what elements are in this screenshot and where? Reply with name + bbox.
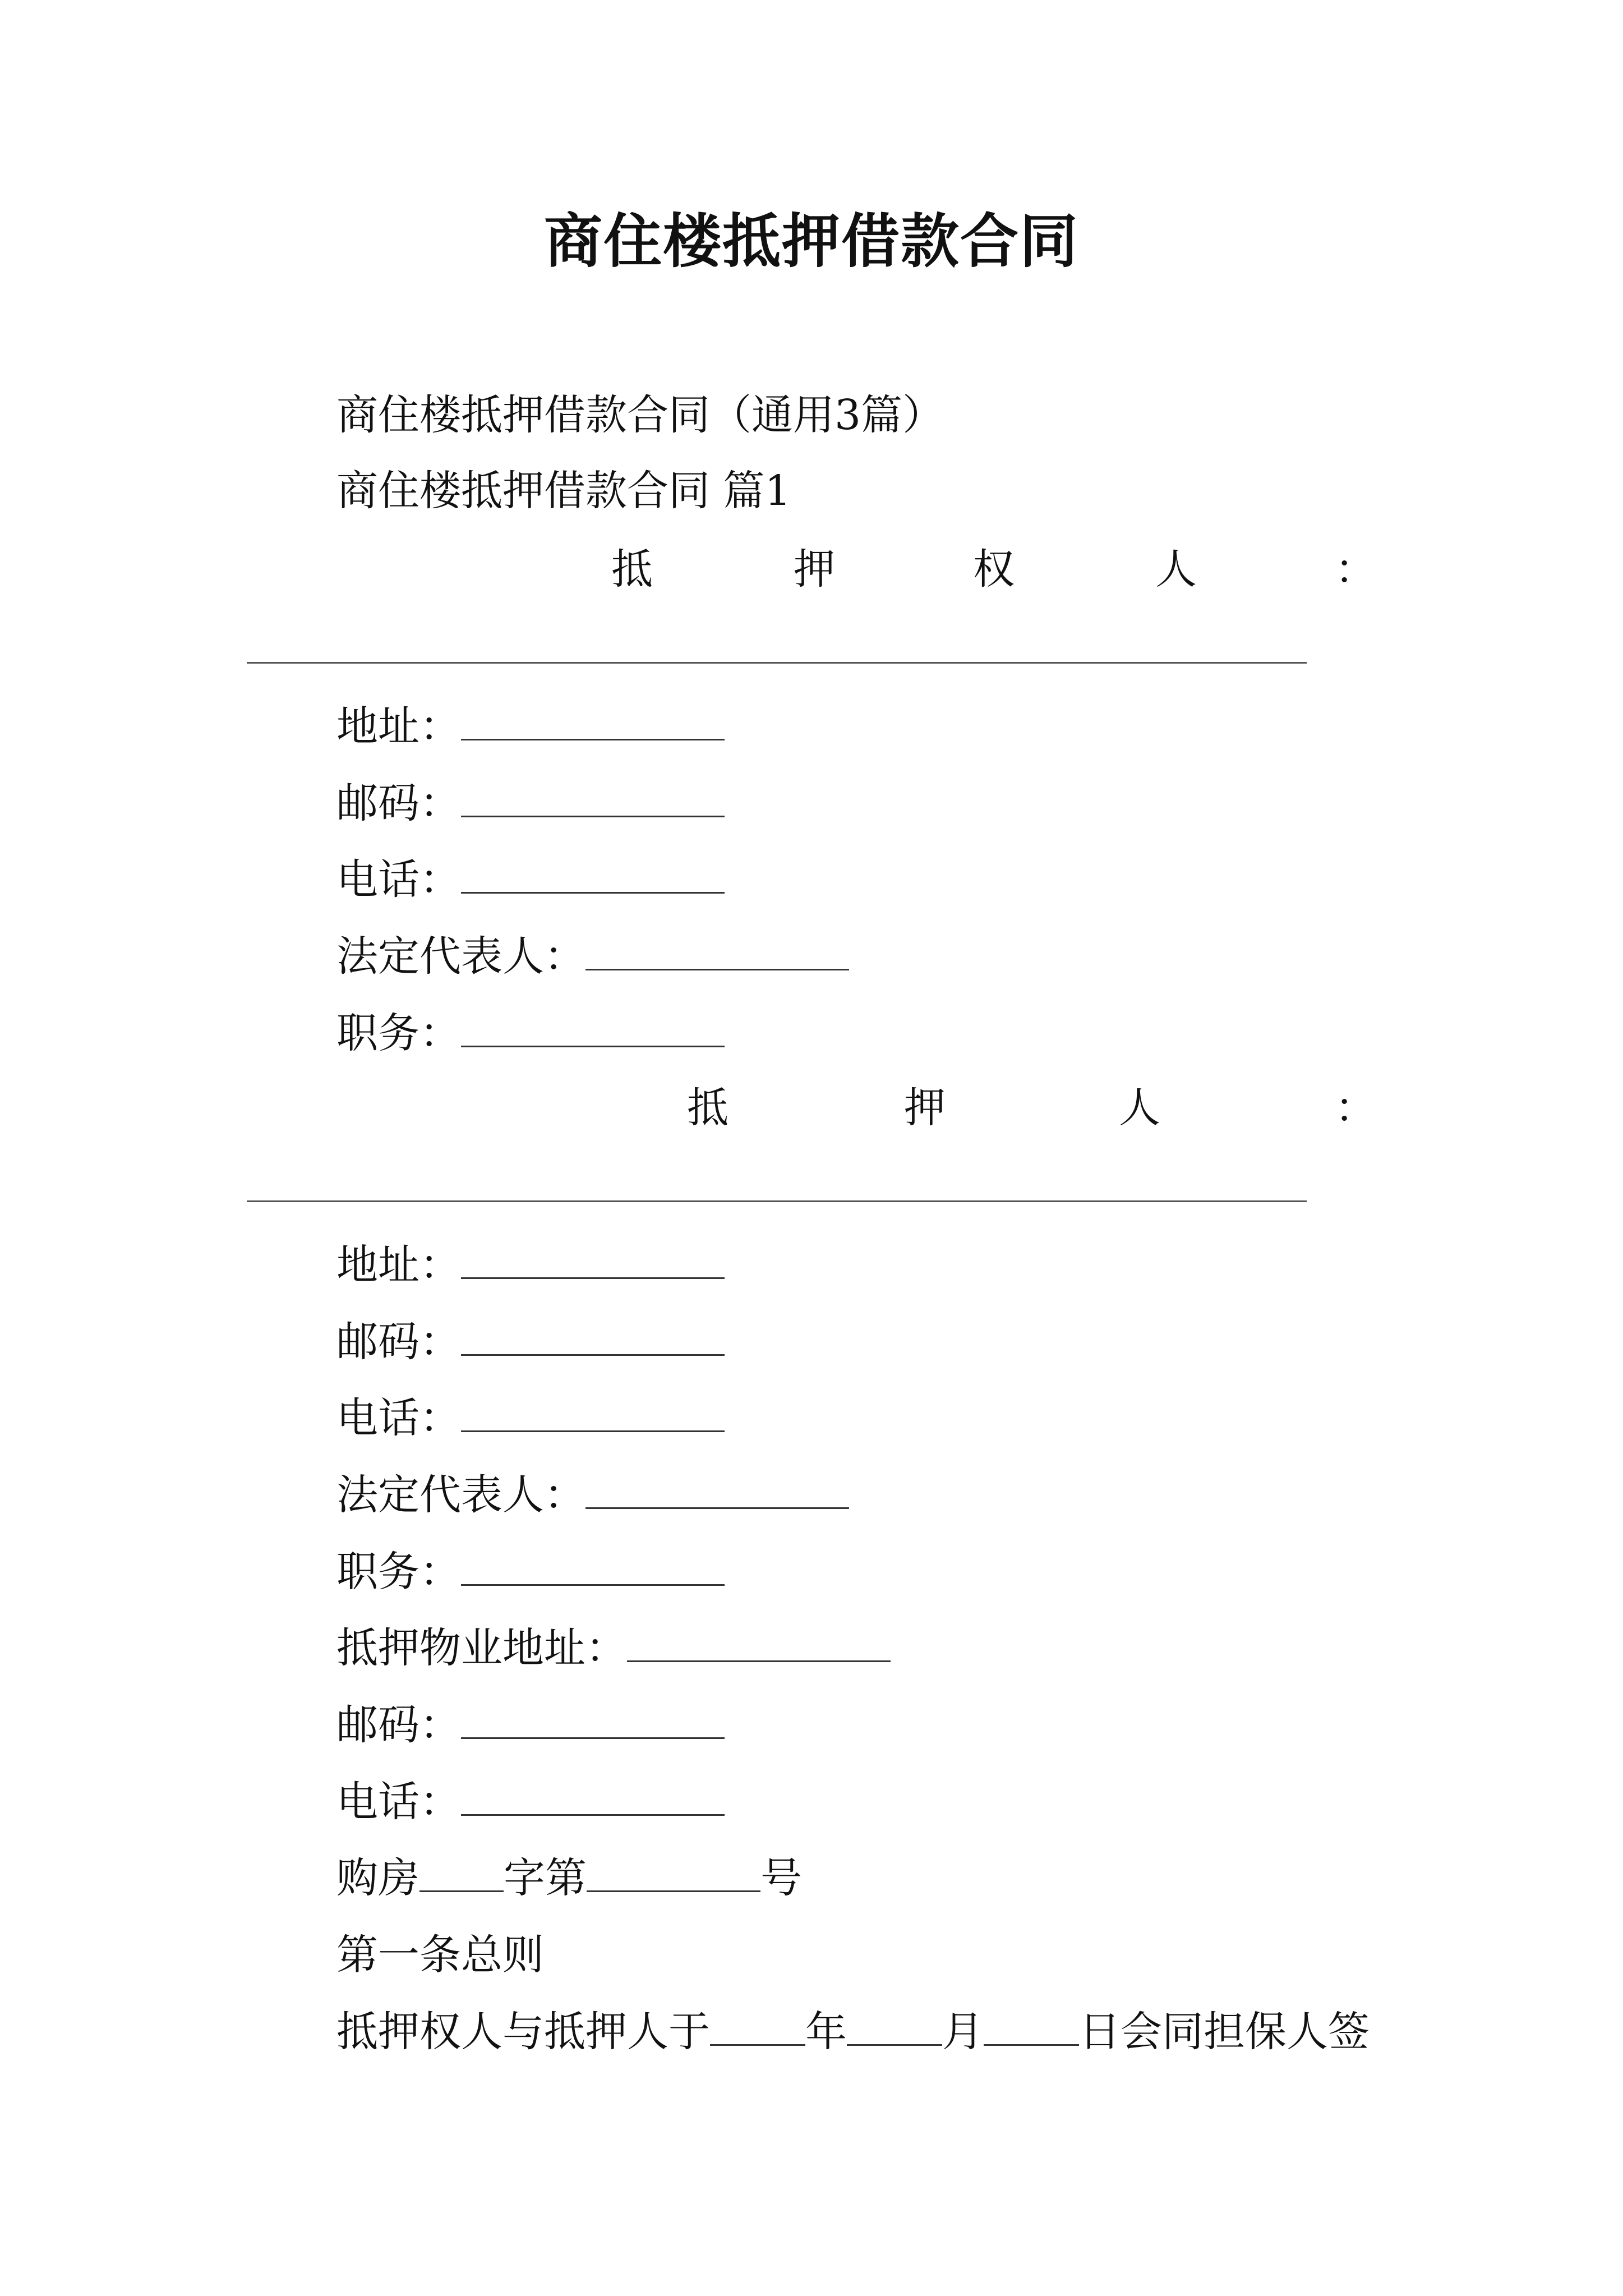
mortgagee-legal-rep-row [336,928,849,984]
subtitle: 商住楼抵押借款合同（通用3篇） [336,391,944,439]
field-label: 地址： [336,702,461,751]
document-title: 商住楼抵押借款合同 [543,207,1079,275]
fill-blank [461,1399,725,1432]
fill-blank [461,784,725,817]
mortgagee-colon: ： [1335,545,1376,593]
mortgagor-legal-rep-row [336,1467,849,1523]
purchase-prefix: 购房 [336,1854,419,1902]
mortgagee-char-1: 抵 [611,545,653,593]
agreement-sentence [336,2004,1370,2060]
mortgagee-name-line [247,662,1307,664]
field-label: 邮码： [336,779,461,827]
fill-blank [461,1706,725,1739]
sentence-rest: 日会同担保人签 [1079,2008,1370,2056]
field-label: 电话： [336,1778,461,1826]
sentence-start: 抵押权人与抵押人于 [336,2008,710,2056]
fill-blank [627,1629,891,1662]
mortgagee-char-3: 权 [973,545,1015,593]
mortgagee-zip-row [336,775,725,831]
mortgagor-position-row [336,1544,725,1600]
mortgagee-position-row [336,1005,725,1061]
property-address-row [336,1620,891,1676]
fill-blank [984,2013,1079,2046]
field-label: 职务： [336,1548,461,1596]
field-label: 法定代表人： [336,1471,585,1519]
field-label: 邮码： [336,1701,461,1749]
sentence-year: 年 [805,2008,847,2056]
field-label: 电话： [336,855,461,904]
property-zip-row [336,1697,725,1753]
property-phone-row [336,1774,725,1830]
mortgagor-zip-row [336,1314,725,1370]
purchase-number-row [336,1850,802,1906]
mortgagee-char-2: 押 [794,545,835,593]
fill-blank [461,707,725,740]
mortgagee-char-4: 人 [1155,545,1197,593]
mortgagor-colon: ： [1335,1084,1376,1132]
field-label: 职务： [336,1009,461,1057]
purchase-mid: 字第 [504,1854,587,1902]
field-label: 抵押物业地址： [336,1624,627,1672]
mortgagor-char-2: 押 [904,1084,946,1132]
field-label: 法定代表人： [336,932,585,981]
fill-blank [461,1246,725,1279]
purchase-suffix: 号 [760,1854,802,1902]
fill-blank [847,2013,942,2046]
fill-blank [585,937,849,970]
fill-blank [710,2013,805,2046]
mortgagor-address-row [336,1237,725,1293]
fill-blank [461,1323,725,1356]
mortgagor-char-3: 人 [1119,1084,1160,1132]
article-1-heading: 第一条总则 [336,1931,544,1979]
mortgagor-name-line [247,1200,1307,1202]
sentence-month: 月 [942,2008,984,2056]
field-label: 电话： [336,1394,461,1442]
fill-blank [585,1476,849,1509]
fill-blank [461,1783,725,1816]
mortgagor-char-1: 抵 [687,1084,728,1132]
fill-blank [419,1859,504,1892]
fill-blank [461,861,725,894]
mortgagee-phone-row [336,852,725,908]
field-label: 邮码： [336,1318,461,1366]
fill-blank [587,1859,760,1892]
mortgagor-phone-row [336,1390,725,1446]
field-label: 地址： [336,1241,461,1289]
mortgagee-address-row [336,698,725,754]
fill-blank [461,1014,725,1047]
section-heading: 商住楼抵押借款合同 篇1 [336,467,791,515]
fill-blank [461,1553,725,1586]
